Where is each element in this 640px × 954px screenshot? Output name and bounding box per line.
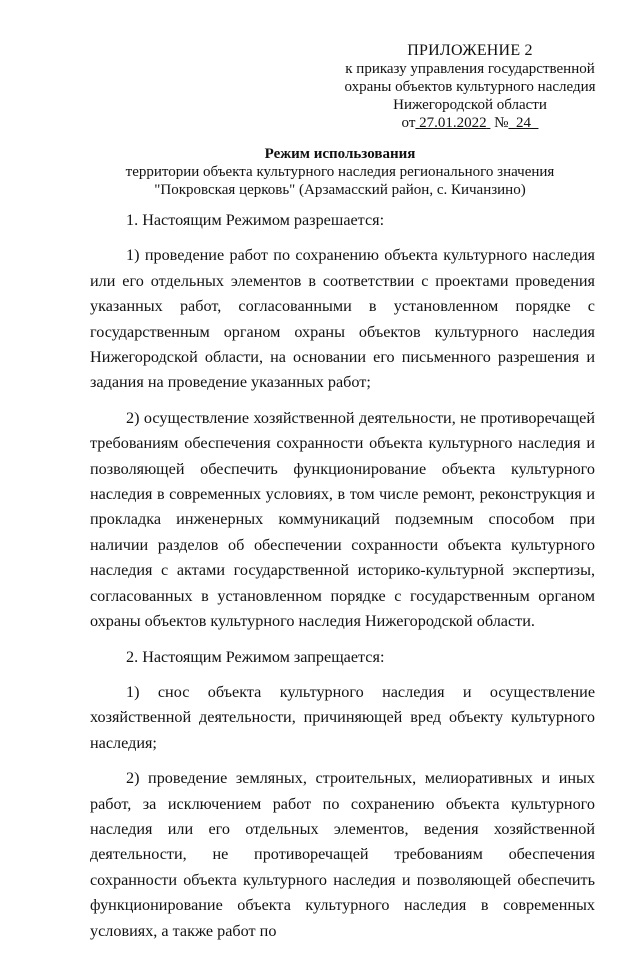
number-value-underlined xyxy=(508,115,538,131)
appendix-title: ПРИЛОЖЕНИЕ 2 xyxy=(407,42,533,59)
paragraph-section-2-item-2: 2) проведение земляных, строительных, мелиоративных и иных работ, за исключением работ по сохранению объекта культурного наследия или его отдельных элементов, ведения хозяйственной деятельности, не противоречащей требованиям обеспечения сохранности объекта культурного наследия и позволяющей обеспечить функционирование объекта культурного наследия в современных условиях, а также работ по xyxy=(90,769,595,940)
paragraph-section-1-heading: 1. Настоящим Режимом разрешается: xyxy=(126,211,385,229)
appendix-date-line xyxy=(330,114,610,132)
number-value: 24 xyxy=(515,115,531,131)
appendix-line-3: Нижегородской области xyxy=(393,97,547,113)
paragraph-section-2-item-1: 1) снос объекта культурного наследия и осуществление хозяйственной деятельности, причиняющей вред объекту культурного наследия; xyxy=(90,682,595,752)
appendix-line-2: охраны объектов культурного наследия xyxy=(344,79,596,95)
paragraph-section-1-item-2: 2) осуществление хозяйственной деятельности, не противоречащей требованиям обеспечения сохранности объекта культурного наследия и позволяющей обеспечить функционирование объекта культурного наследия в современных условиях, в том числе ремонт, реконструкция и прокладка инженерных коммуникаций подземным способом при наличии разделов об обеспечении сохранности объекта культурного наследия с актами государственной историко-культурной экспертизы, согласованных в установленном порядке с государственным органом охраны объектов культурного наследия Нижегородской области. xyxy=(90,408,595,631)
document-subtitle-line-2: "Покровская церковь" (Арзамасский район, с. Кичанзино) xyxy=(154,182,526,198)
date-value: 27.01.2022 xyxy=(419,115,487,131)
date-prefix: от xyxy=(401,115,416,131)
paragraph-section-2-heading: 2. Настоящим Режимом запрещается: xyxy=(126,647,385,666)
document-subtitle-line-1: территории объекта культурного наследия регионального значения xyxy=(125,164,555,180)
document-title: Режим использования xyxy=(264,146,416,162)
date-value-underlined xyxy=(415,115,490,131)
appendix-header xyxy=(330,42,610,132)
document-title-block xyxy=(90,145,590,199)
appendix-line-1: к приказу управления государственной xyxy=(345,61,595,77)
document-body xyxy=(90,208,595,954)
number-prefix: № xyxy=(494,115,509,131)
paragraph-section-1-item-1: 1) проведение работ по сохранению объекта культурного наследия или его отдельных элементов в соответствии с проектами проведения указанных работ, согласованными в установленном порядке с государственным органом охраны объектов культурного наследия Нижегородской области, на основании его письменного разрешения и задания на проведение указанных работ; xyxy=(90,246,595,392)
